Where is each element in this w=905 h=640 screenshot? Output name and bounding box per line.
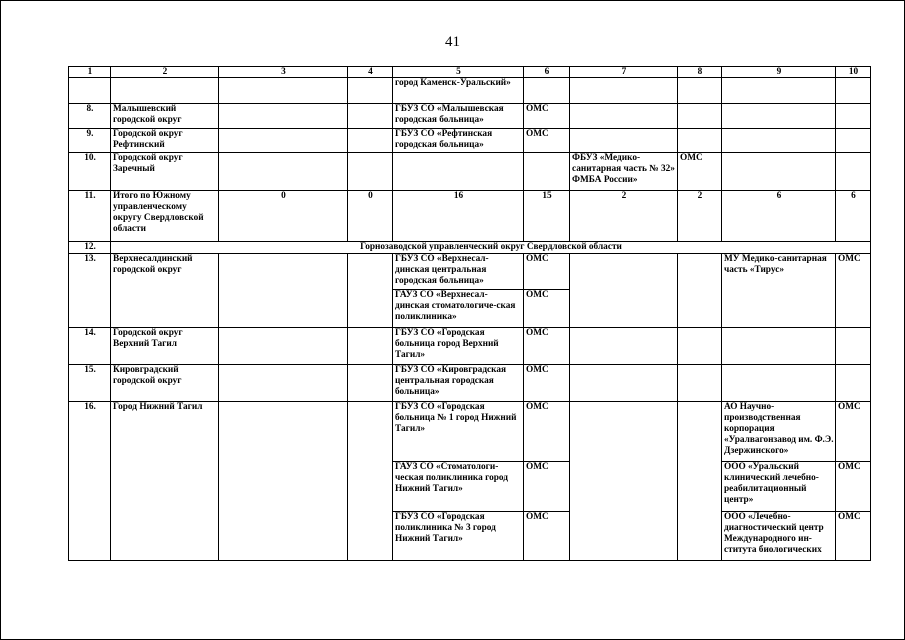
cell-funding: ОМС xyxy=(836,512,871,561)
col-header: 9 xyxy=(722,67,836,78)
row-number: 9. xyxy=(69,129,111,153)
cell-funding: ОМС xyxy=(678,153,722,191)
row-number: 15. xyxy=(69,365,111,402)
cell-funding: ОМС xyxy=(836,402,871,462)
cell-institution: АО Научно-производственная корпорация «Уралвагонзавод им. Ф.Э. Дзержинского» xyxy=(722,402,836,462)
cell-total: 6 xyxy=(836,191,871,242)
row-number: 8. xyxy=(69,104,111,129)
col-header: 1 xyxy=(69,67,111,78)
cell-total: 6 xyxy=(722,191,836,242)
cell-total: 16 xyxy=(393,191,524,242)
cell-funding: ОМС xyxy=(524,462,570,512)
row-number: 16. xyxy=(69,402,111,561)
cell-funding: ОМС xyxy=(524,402,570,462)
cell-institution: МУ Медико-санитарная часть «Тирус» xyxy=(722,254,836,328)
row-number: 10. xyxy=(69,153,111,191)
col-header: 5 xyxy=(393,67,524,78)
table-row xyxy=(69,365,871,402)
col-header: 2 xyxy=(111,67,219,78)
cell-funding: ОМС xyxy=(524,290,570,328)
region-row xyxy=(69,242,871,254)
col-header: 6 xyxy=(524,67,570,78)
table-row xyxy=(69,78,871,104)
table-row xyxy=(69,402,871,462)
column-numbers-row xyxy=(69,67,871,78)
cell-municipality: Верхнесалдинский городской округ xyxy=(111,254,219,328)
cell-total: 0 xyxy=(348,191,393,242)
cell-institution: город Каменск-Уральский» xyxy=(393,78,524,104)
cell-institution: ГБУЗ СО «Городская больница № 1 город Нижний Тагил» xyxy=(393,402,524,462)
region-title: Горнозаводской управленческий округ Свердловской области xyxy=(111,242,871,254)
cell-municipality: Город Нижний Тагил xyxy=(111,402,219,561)
page-number: 41 xyxy=(445,34,460,50)
cell-institution: ООО «Уральский клинический лечебно-реабилитационный центр» xyxy=(722,462,836,512)
cell-total: 15 xyxy=(524,191,570,242)
col-header: 7 xyxy=(570,67,678,78)
col-header: 3 xyxy=(219,67,348,78)
row-number: 11. xyxy=(69,191,111,242)
cell-funding: ОМС xyxy=(524,104,570,129)
cell-funding: ОМС xyxy=(524,365,570,402)
cell-institution: ФБУЗ «Медико-санитарная часть № 32» ФМБА России» xyxy=(570,153,678,191)
cell-funding: ОМС xyxy=(524,254,570,290)
cell-institution: ГБУЗ СО «Городская поликлиника № 3 город Нижний Тагил» xyxy=(393,512,524,561)
cell-institution: ГБУЗ СО «Малышевская городская больница» xyxy=(393,104,524,129)
cell-total: 0 xyxy=(219,191,348,242)
table-row xyxy=(69,328,871,365)
cell-total: 2 xyxy=(570,191,678,242)
row-number: 12. xyxy=(69,242,111,254)
cell-funding: ОМС xyxy=(836,462,871,512)
table-row xyxy=(69,254,871,290)
cell-institution: ГБУЗ СО «Кировградская центральная городская больница» xyxy=(393,365,524,402)
cell-funding: ОМС xyxy=(524,512,570,561)
cell-institution: ГАУЗ СО «Верхнесал-динская стоматологиче-ская поликлиника» xyxy=(393,290,524,328)
col-header: 10 xyxy=(836,67,871,78)
col-header: 4 xyxy=(348,67,393,78)
row-number: 13. xyxy=(69,254,111,328)
institutions-table xyxy=(68,66,871,561)
cell-municipality: Кировградский городской округ xyxy=(111,365,219,402)
cell-municipality: Городской округ Заречный xyxy=(111,153,219,191)
cell-municipality: Городской округ Верхний Тагил xyxy=(111,328,219,365)
total-row xyxy=(69,191,871,242)
cell-funding: ОМС xyxy=(524,328,570,365)
cell-funding: ОМС xyxy=(836,254,871,328)
row-number: 14. xyxy=(69,328,111,365)
cell-institution: ООО «Лечебно-диагностический центр Международного ин-ститута биологических xyxy=(722,512,836,561)
table-row xyxy=(69,153,871,191)
cell-total-label: Итого по Южному управленческому округу Свердловской области xyxy=(111,191,219,242)
cell-total: 2 xyxy=(678,191,722,242)
col-header: 8 xyxy=(678,67,722,78)
cell-municipality: Малышевский городской округ xyxy=(111,104,219,129)
table-row xyxy=(69,129,871,153)
cell-municipality: Городской округ Рефтинский xyxy=(111,129,219,153)
table-row xyxy=(69,104,871,129)
cell-institution: ГБУЗ СО «Верхнесал-динская центральная городская больница» xyxy=(393,254,524,290)
cell-funding: ОМС xyxy=(524,129,570,153)
cell-institution: ГБУЗ СО «Городская больница город Верхний Тагил» xyxy=(393,328,524,365)
cell-institution: ГАУЗ СО «Стоматологи-ческая поликлиника город Нижний Тагил» xyxy=(393,462,524,512)
cell-institution: ГБУЗ СО «Рефтинская городская больница» xyxy=(393,129,524,153)
